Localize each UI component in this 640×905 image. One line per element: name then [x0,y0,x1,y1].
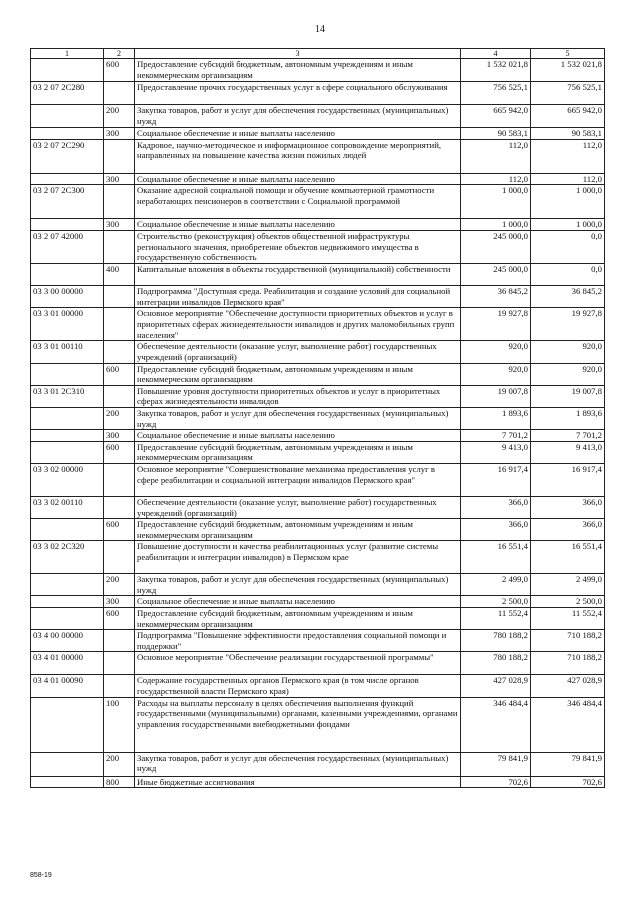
name-cell: Основное мероприятие "Обеспечение реализации государственной программы" [135,652,461,675]
sum-2-cell: 0,0 [531,264,605,286]
name-cell: Кадровое, научно-методическое и информационное сопровождение мероприятий, направленных на повышение качества жизни пожилых людей [135,139,461,173]
code-cell [31,128,104,140]
table-row [31,697,605,752]
table-row [31,173,605,185]
sum-1-cell: 920,0 [461,341,531,363]
expense-type-cell: 200 [104,574,135,596]
sum-1-cell: 9 413,0 [461,441,531,463]
sum-2-cell: 90 583,1 [531,128,605,140]
header-cell-expense-type: 2 [104,49,135,59]
expense-type-cell: 300 [104,173,135,185]
sum-1-cell: 1 000,0 [461,219,531,231]
table-row [31,82,605,105]
name-cell: Повышение доступности и качества реабилитационных услуг (развитие системы реабилитации и интеграции инвалидов) в Пермском крае [135,541,461,574]
sum-2-cell: 0,0 [531,231,605,264]
name-cell: Строительство (реконструкция) объектов общественной инфраструктуры регионального значения, приобретение объектов недвижимого имущества в государственную собственность [135,231,461,264]
name-cell: Оказание адресной социальной помощи и обучение компьютерной грамотности неработающих пенсионеров в соответствии с Социальной программой [135,185,461,219]
name-cell: Обеспечение деятельности (оказание услуг, выполнение работ) государственных учреждений (организаций) [135,496,461,518]
name-cell: Обеспечение деятельности (оказание услуг, выполнение работ) государственных учреждений (организаций) [135,341,461,363]
sum-2-cell: 1 893,6 [531,407,605,429]
name-cell: Предоставление субсидий бюджетным, автономным учреждениям и иным некоммерческим организациям [135,608,461,630]
sum-2-cell: 16 551,4 [531,541,605,574]
code-cell [31,752,104,776]
table-row [31,608,605,630]
sum-2-cell: 920,0 [531,363,605,385]
sum-2-cell: 79 841,9 [531,752,605,776]
expense-type-cell [104,385,135,407]
sum-1-cell: 19 927,8 [461,308,531,341]
sum-2-cell: 36 845,2 [531,286,605,308]
expense-type-cell [104,463,135,496]
table-row [31,752,605,776]
expense-type-cell: 200 [104,105,135,128]
code-cell [31,608,104,630]
code-cell [31,697,104,752]
expense-type-cell [104,675,135,697]
expense-type-cell: 400 [104,264,135,286]
sum-2-cell: 1 000,0 [531,185,605,219]
sum-1-cell: 245 000,0 [461,231,531,264]
sum-1-cell: 1 893,6 [461,407,531,429]
name-cell: Социальное обеспечение и иные выплаты населению [135,219,461,231]
header-cell-sum-1: 4 [461,49,531,59]
table-row [31,59,605,82]
name-cell: Подпрограмма "Повышение эффективности предоставления социальной помощи и поддержки" [135,630,461,652]
code-cell [31,105,104,128]
code-cell: 03 3 02 00000 [31,463,104,496]
name-cell: Предоставление субсидий бюджетным, автономным учреждениям и иным некоммерческим организациям [135,441,461,463]
code-cell [31,596,104,608]
table-row [31,407,605,429]
name-cell: Капитальные вложения в объекты государственной (муниципальной) собственности [135,264,461,286]
table-row [31,308,605,341]
expense-type-cell [104,496,135,518]
sum-1-cell: 702,6 [461,776,531,788]
name-cell: Социальное обеспечение и иные выплаты населению [135,128,461,140]
sum-2-cell: 7 701,2 [531,430,605,442]
table-row [31,519,605,541]
code-cell: 03 3 02 00110 [31,496,104,518]
expense-type-cell [104,652,135,675]
sum-2-cell: 366,0 [531,496,605,518]
name-cell: Закупка товаров, работ и услуг для обеспечения государственных (муниципальных) нужд [135,752,461,776]
sum-1-cell: 346 484,4 [461,697,531,752]
table-row [31,341,605,363]
table-row [31,185,605,219]
code-cell [31,441,104,463]
code-cell: 03 3 00 00000 [31,286,104,308]
name-cell: Социальное обеспечение и иные выплаты населению [135,596,461,608]
sum-2-cell: 710 188,2 [531,652,605,675]
code-cell [31,363,104,385]
table-row [31,541,605,574]
sum-1-cell: 780 188,2 [461,652,531,675]
expense-type-cell [104,139,135,173]
expense-type-cell: 300 [104,430,135,442]
sum-1-cell: 1 532 021,8 [461,59,531,82]
table-row [31,441,605,463]
table-row [31,652,605,675]
page-number: 14 [315,24,325,35]
sum-2-cell: 1 532 021,8 [531,59,605,82]
sum-2-cell: 11 552,4 [531,608,605,630]
header-cell-code: 1 [31,49,104,59]
expense-type-cell [104,541,135,574]
name-cell: Предоставление прочих государственных услуг в сфере социального обслуживания [135,82,461,105]
code-cell [31,430,104,442]
table-row [31,139,605,173]
sum-1-cell: 920,0 [461,363,531,385]
expense-type-cell: 300 [104,219,135,231]
table-body [31,59,605,788]
sum-1-cell: 756 525,1 [461,82,531,105]
table-row [31,776,605,788]
code-cell: 03 4 01 00090 [31,675,104,697]
code-cell: 03 2 07 2С280 [31,82,104,105]
table-row [31,219,605,231]
code-cell [31,264,104,286]
table-row [31,574,605,596]
sum-1-cell: 1 000,0 [461,185,531,219]
sum-2-cell: 2 500,0 [531,596,605,608]
expense-type-cell: 100 [104,697,135,752]
code-cell: 03 3 02 2С320 [31,541,104,574]
sum-2-cell: 16 917,4 [531,463,605,496]
table-row [31,430,605,442]
sum-1-cell: 366,0 [461,496,531,518]
sum-1-cell: 112,0 [461,139,531,173]
name-cell: Иные бюджетные ассигнования [135,776,461,788]
header-cell-sum-2: 5 [531,49,605,59]
name-cell: Предоставление субсидий бюджетным, автономным учреждениям и иным некоммерческим организациям [135,59,461,82]
sum-2-cell: 665 942,0 [531,105,605,128]
sum-1-cell: 19 007,8 [461,385,531,407]
expense-type-cell: 200 [104,752,135,776]
name-cell: Содержание государственных органов Пермского края (в том числе органов государственной власти Пермского края) [135,675,461,697]
name-cell: Расходы на выплаты персоналу в целях обеспечения выполнения функций государственными (муниципальными) органами, казенными учреждениями, органами управления государственными внебюджетными фондами [135,697,461,752]
sum-2-cell: 756 525,1 [531,82,605,105]
name-cell: Закупка товаров, работ и услуг для обеспечения государственных (муниципальных) нужд [135,105,461,128]
sum-1-cell: 90 583,1 [461,128,531,140]
table-row [31,105,605,128]
table-row [31,286,605,308]
expense-type-cell [104,308,135,341]
table-row [31,231,605,264]
sum-1-cell: 7 701,2 [461,430,531,442]
sum-1-cell: 16 917,4 [461,463,531,496]
sum-1-cell: 16 551,4 [461,541,531,574]
code-cell [31,574,104,596]
sum-1-cell: 36 845,2 [461,286,531,308]
expense-type-cell: 200 [104,407,135,429]
expense-type-cell: 600 [104,519,135,541]
sum-2-cell: 346 484,4 [531,697,605,752]
expense-type-cell: 600 [104,441,135,463]
table-header [31,49,605,59]
table-row [31,385,605,407]
footer-code: 858-19 [30,872,52,879]
expense-type-cell [104,231,135,264]
code-cell [31,776,104,788]
sum-2-cell: 710 188,2 [531,630,605,652]
expense-type-cell [104,341,135,363]
name-cell: Повышение уровня доступности приоритетных объектов и услуг в приоритетных сферах жизнедеятельности инвалидов [135,385,461,407]
code-cell: 03 2 07 2С290 [31,139,104,173]
code-cell [31,407,104,429]
table-row [31,675,605,697]
code-cell: 03 3 01 00000 [31,308,104,341]
table-row [31,496,605,518]
sum-2-cell: 920,0 [531,341,605,363]
table-row [31,630,605,652]
sum-2-cell: 702,6 [531,776,605,788]
table-row [31,128,605,140]
sum-2-cell: 19 007,8 [531,385,605,407]
expense-type-cell: 800 [104,776,135,788]
code-cell: 03 4 00 00000 [31,630,104,652]
expense-type-cell: 300 [104,596,135,608]
name-cell: Подпрограмма "Доступная среда. Реабилитация и создание условий для социальной интеграции инвалидов Пермского края" [135,286,461,308]
sum-1-cell: 2 500,0 [461,596,531,608]
budget-table [30,48,605,788]
expense-type-cell: 600 [104,608,135,630]
header-row [31,49,605,59]
expense-type-cell: 600 [104,363,135,385]
sum-2-cell: 19 927,8 [531,308,605,341]
expense-type-cell [104,82,135,105]
table-row [31,264,605,286]
name-cell: Закупка товаров, работ и услуг для обеспечения государственных (муниципальных) нужд [135,407,461,429]
sum-2-cell: 9 413,0 [531,441,605,463]
code-cell [31,219,104,231]
expense-type-cell: 300 [104,128,135,140]
code-cell: 03 2 07 42000 [31,231,104,264]
code-cell: 03 3 01 00110 [31,341,104,363]
code-cell: 03 2 07 2С300 [31,185,104,219]
sum-1-cell: 11 552,4 [461,608,531,630]
name-cell: Основное мероприятие "Совершенствование механизма предоставления услуг в сфере реабилитации и социальной интеграции инвалидов Пермского края" [135,463,461,496]
sum-2-cell: 2 499,0 [531,574,605,596]
sum-1-cell: 780 188,2 [461,630,531,652]
header-cell-name: 3 [135,49,461,59]
expense-type-cell [104,286,135,308]
name-cell: Предоставление субсидий бюджетным, автономным учреждениям и иным некоммерческим организациям [135,519,461,541]
sum-2-cell: 1 000,0 [531,219,605,231]
name-cell: Социальное обеспечение и иные выплаты населению [135,173,461,185]
sum-2-cell: 112,0 [531,173,605,185]
sum-1-cell: 245 000,0 [461,264,531,286]
sum-2-cell: 112,0 [531,139,605,173]
sum-1-cell: 2 499,0 [461,574,531,596]
sum-1-cell: 427 028,9 [461,675,531,697]
sum-1-cell: 665 942,0 [461,105,531,128]
code-cell [31,519,104,541]
table-row [31,363,605,385]
table-row [31,596,605,608]
sum-1-cell: 79 841,9 [461,752,531,776]
code-cell [31,173,104,185]
sum-2-cell: 427 028,9 [531,675,605,697]
name-cell: Социальное обеспечение и иные выплаты населению [135,430,461,442]
code-cell: 03 3 01 2С310 [31,385,104,407]
name-cell: Закупка товаров, работ и услуг для обеспечения государственных (муниципальных) нужд [135,574,461,596]
expense-type-cell [104,630,135,652]
sum-2-cell: 366,0 [531,519,605,541]
sum-1-cell: 366,0 [461,519,531,541]
table-row [31,463,605,496]
name-cell: Основное мероприятие "Обеспечение доступности приоритетных объектов и услуг в приоритетных сферах жизнедеятельности инвалидов и других маломобильных групп населения" [135,308,461,341]
sum-1-cell: 112,0 [461,173,531,185]
name-cell: Предоставление субсидий бюджетным, автономным учреждениям и иным некоммерческим организациям [135,363,461,385]
code-cell: 03 4 01 00000 [31,652,104,675]
expense-type-cell [104,185,135,219]
expense-type-cell: 600 [104,59,135,82]
code-cell [31,59,104,82]
